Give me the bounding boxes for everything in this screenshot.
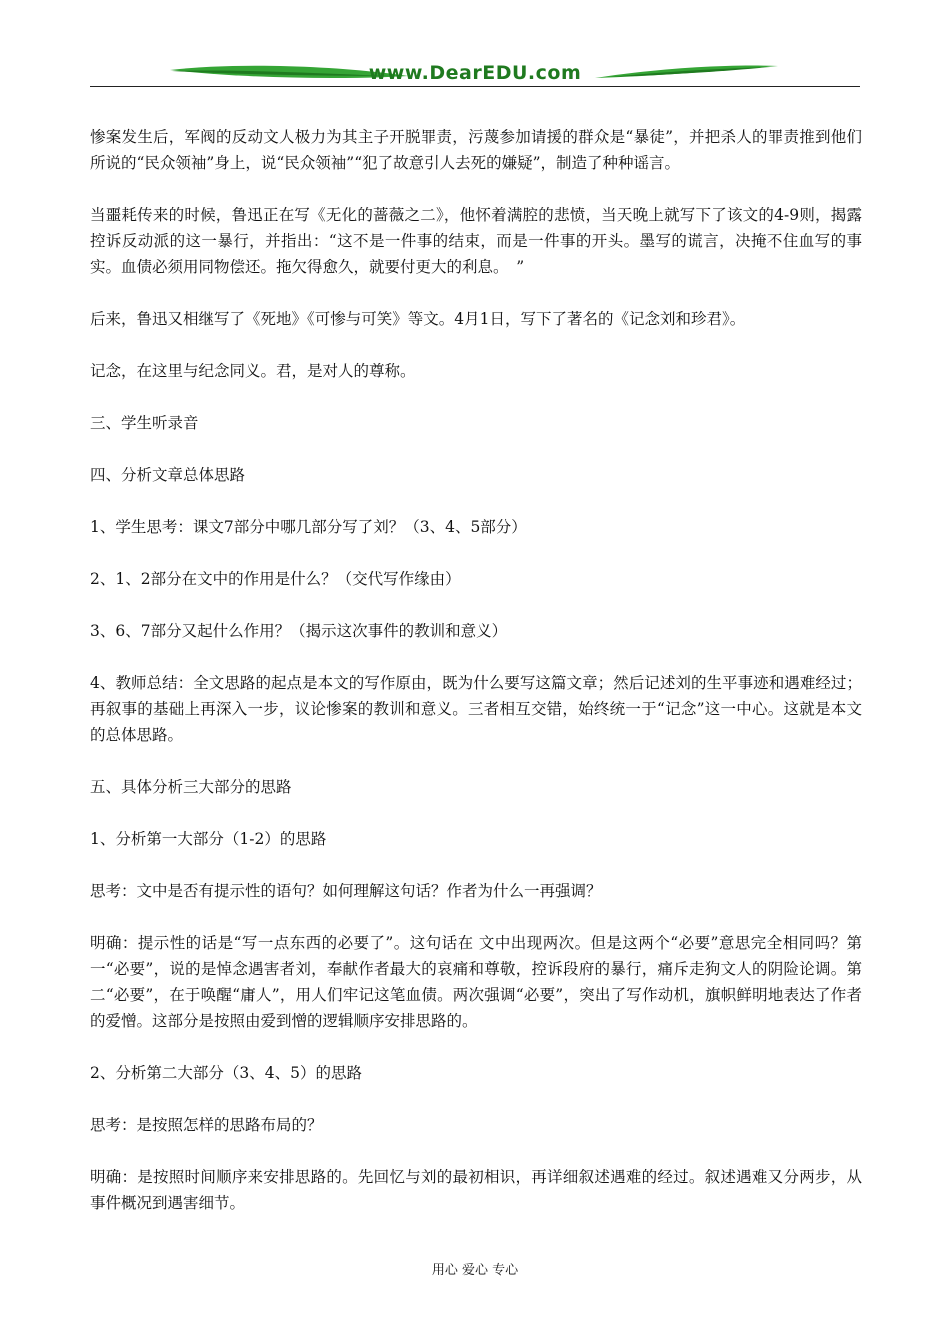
- paragraph: 当噩耗传来的时候，鲁迅正在写《无化的蔷薇之二》，他怀着满腔的悲愤，当天晚上就写下了该文的4-9则，揭露控诉反动派的这一暴行，并指出：“这不是一件事的结束，而是一件事的开头。墨写的谎言，决掩不住血写的事实。血债必须用同物偿还。拖欠得愈久，就要付更大的利息。 ”: [90, 206, 862, 276]
- section-heading: 三、学生听录音: [90, 414, 199, 432]
- paragraph: 明确：是按照时间顺序来安排思路的。先回忆与刘的最初相识，再详细叙述遇难的经过。叙述遇难又分两步，从事件概况到遇害细节。: [90, 1168, 862, 1212]
- paragraph: 1、学生思考：课文7部分中哪几部分写了刘？（3、4、5部分）: [90, 518, 527, 536]
- paragraph: 明确：提示性的话是“写一点东西的必要了”。这句话在 文中出现两次。但是这两个“必要”意思完全相同吗？第一“必要”，说的是悼念遇害者刘，奉献作者最大的哀痛和尊敬，控诉段府的暴行，痛斥走狗文人的阴险论调。第二“必要”，在于唤醒“庸人”，用人们牢记这笔血债。两次强调“必要”，突出了写作动机，旗帜鲜明地表达了作者的爱憎。这部分是按照由爱到憎的逻辑顺序安排思路的。: [90, 934, 862, 1030]
- paragraph: 2、分析第二大部分（3、4、5）的思路: [90, 1064, 362, 1082]
- paragraph: 2、1、2部分在文中的作用是什么？（交代写作缘由）: [90, 570, 461, 588]
- section-heading: 五、具体分析三大部分的思路: [90, 778, 292, 796]
- paragraph: 思考：是按照怎样的思路布局的？: [90, 1116, 323, 1134]
- page-header: [90, 56, 860, 90]
- document-body: [90, 124, 862, 1242]
- paragraph: 记念，在这里与纪念同义。君，是对人的尊称。: [90, 362, 416, 380]
- header-rule: [90, 86, 860, 87]
- site-logo: www.DearEDU.com: [368, 62, 582, 84]
- paragraph: 惨案发生后，军阀的反动文人极力为其主子开脱罪责，污蔑参加请援的群众是“暴徒”，并把杀人的罪责推到他们所说的“民众领袖”身上，说“民众领袖”“犯了故意引人去死的嫌疑”，制造了种种谣言。: [90, 128, 862, 172]
- paragraph: 后来，鲁迅又相继写了《死地》《可惨与可笑》等文。4月1日，写下了著名的《记念刘和珍君》。: [90, 310, 746, 328]
- paragraph: 3、6、7部分又起什么作用？（揭示这次事件的教训和意义）: [90, 622, 508, 640]
- paragraph: 4、教师总结：全文思路的起点是本文的写作原由，既为什么要写这篇文章；然后记述刘的生平事迹和遇难经过；再叙事的基础上再深入一步，议论惨案的教训和意义。三者相互交错，始终统一于“记念”这一中心。这就是本文的总体思路。: [90, 674, 862, 744]
- paragraph: 思考：文中是否有提示性的语句？如何理解这句话？作者为什么一再强调？: [90, 882, 602, 900]
- paragraph: 1、分析第一大部分（1-2）的思路: [90, 830, 327, 848]
- section-heading: 四、分析文章总体思路: [90, 466, 246, 484]
- page-footer: 用心 爱心 专心: [431, 1263, 519, 1278]
